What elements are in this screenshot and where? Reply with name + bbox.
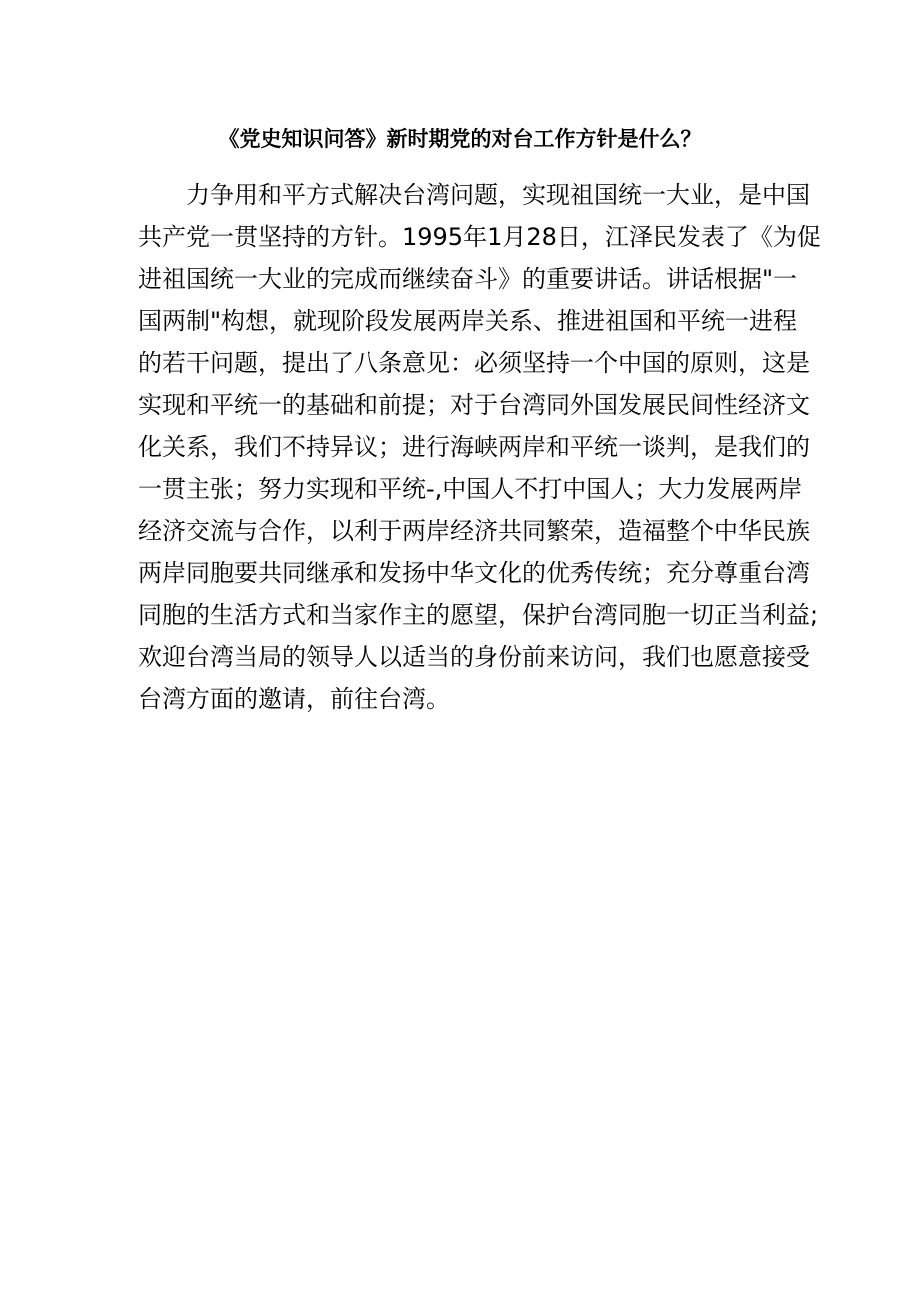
paragraph-line: 共产党一贯坚持的方针。1995年1月28日，江泽民发表了《为促 <box>138 223 821 251</box>
paragraph-line: 经济交流与合作，以利于两岸经济共同繁荣，造福整个中华民族 <box>138 517 810 545</box>
paragraph-line: 力争用和平方式解决台湾问题，实现祖国统一大业，是中国 <box>186 181 810 209</box>
paragraph-line: 的若干问题，提出了八条意见：必须坚持一个中国的原则，这是 <box>138 349 810 377</box>
document-title: 《党史知识问答》新时期党的对台工作方针是什么？ <box>218 127 702 151</box>
paragraph-line: 进祖国统一大业的完成而继续奋斗》的重要讲话。讲话根据"一 <box>138 265 798 293</box>
paragraph-line: 同胞的生活方式和当家作主的愿望，保护台湾同胞一切正当利益; <box>138 601 819 629</box>
paragraph-line: 两岸同胞要共同继承和发扬中华文化的优秀传统；充分尊重台湾 <box>138 559 810 587</box>
paragraph-line: 化关系，我们不持异议；进行海峡两岸和平统一谈判，是我们的 <box>138 433 810 461</box>
paragraph-line: 国两制"构想，就现阶段发展两岸关系、推进祖国和平统一进程 <box>138 307 798 335</box>
paragraph-line: 台湾方面的邀请，前往台湾。 <box>138 685 450 713</box>
paragraph-line: 欢迎台湾当局的领导人以适当的身份前来访问，我们也愿意接受 <box>138 643 810 671</box>
paragraph-line: 一贯主张；努力实现和平统-,中国人不打中国人；大力发展两岸 <box>138 475 803 503</box>
document-body <box>138 174 821 720</box>
paragraph-line: 实现和平统一的基础和前提；对于台湾同外国发展民间性经济文 <box>138 391 810 419</box>
